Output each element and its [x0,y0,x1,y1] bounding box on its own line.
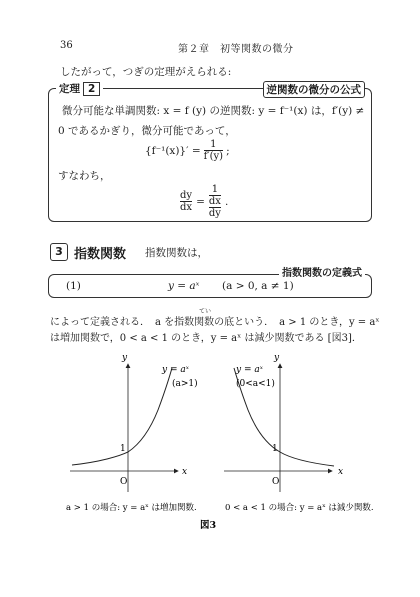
dxdy-numerator: dx [208,196,221,207]
definition-formula: y = aˣ [168,280,200,292]
curve-label: y = aˣ [236,365,263,375]
dxdy-fraction [209,196,221,219]
axis-label-x: x [338,467,344,477]
caption-left: a > 1 の場合: y = aˣ は増加関数. [66,503,197,513]
theorem-formula [145,139,230,162]
section-lead: 指数関数は， [145,247,208,259]
curve-condition: (0<a<1) [236,379,275,389]
figure-3 [0,350,420,550]
dydx-equals: = [196,195,205,208]
body-line-1: によって定義される． a を指数関数の底という． a > 1 のとき，y = aˣ [50,317,380,328]
definition-condition: (a > 0, a ≠ 1) [222,280,294,292]
theorem-line-2: 0 であるかぎり，微分可能であって， [58,125,236,137]
curve-label: y = aˣ [162,365,189,375]
dydx-denominator: dx [180,202,193,213]
curve-condition: (a>1) [172,379,198,389]
page-number: 36 [60,40,73,51]
dydx-period: . [224,195,229,208]
axis-label-y: y [122,353,128,363]
intercept-label: 1 [120,444,126,454]
dxdy-denominator: dy [208,208,221,219]
chapter-title: 第２章 初等関数の微分 [178,44,294,55]
caption-right: 0 < a < 1 の場合: y = aˣ は減少関数. [225,503,374,513]
reciprocal-numerator: 1 [211,184,219,195]
dydx-fraction [180,190,192,213]
decreasing-graph [224,353,343,492]
theorem-label [56,81,103,96]
formula-numerator: 1 [210,139,217,150]
reciprocal-fraction [209,184,221,219]
section-number: 3 [50,243,68,261]
theorem-number: 2 [83,82,100,96]
intro-text: したがって，つぎの定理がえられる: [60,66,232,78]
dydx-numerator: dy [180,190,193,201]
formula-denominator: f′(y) [203,151,224,162]
intercept-label: 1 [272,444,278,454]
theorem-line-1: 微分可能な単調関数: x = f (y) の逆関数: y = f⁻¹(x) は，f′(y) ≠ [62,105,365,117]
figure-label: 図3 [200,520,217,531]
formula-lhs: {f⁻¹(x)}′ = [145,144,201,157]
axis-label-x: x [182,467,188,477]
formula-fraction [204,139,223,162]
definition-index: (1) [66,280,81,292]
theorem-line-3: すなわち， [58,170,111,182]
theorem-label-text: 定理 [59,83,80,95]
axis-label-y: y [274,353,280,363]
body-line-2: は増加関数で，0 < a < 1 のとき，y = aˣ は減少関数である [図3]． [50,333,362,344]
ruby-text: てい [199,308,212,315]
theorem-title: 逆関数の微分の公式 [263,81,366,98]
section-title: 指数関数 [74,247,127,262]
formula-end: ; [226,144,230,157]
dydx-formula [180,184,228,219]
definition-title: 指数関数の定義式 [279,264,365,279]
origin-label: O [120,477,128,487]
increasing-graph [70,353,198,492]
origin-label: O [272,477,280,487]
